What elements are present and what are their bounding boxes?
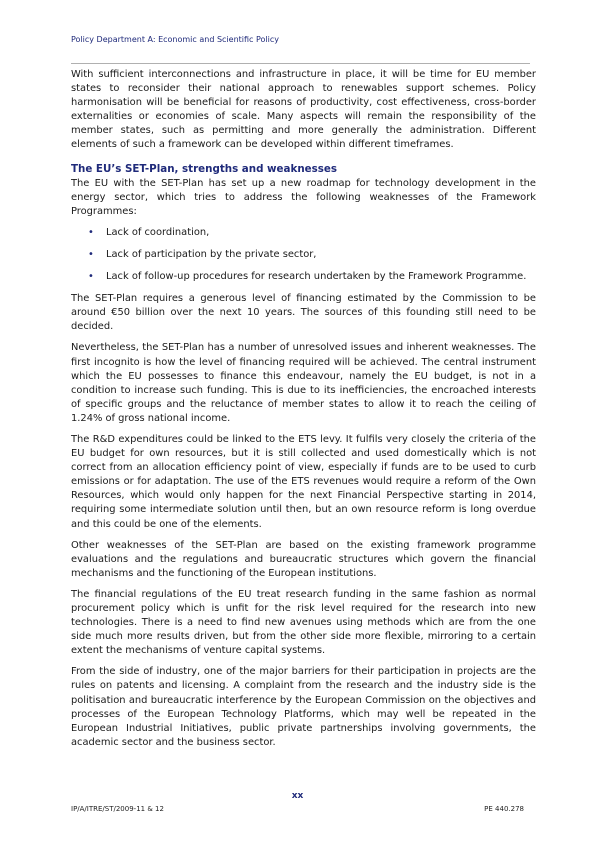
footer-document-reference: IP/A/ITRE/ST/2009-11 & 12 <box>71 805 164 813</box>
paragraph-financing: The SET-Plan requires a generous level of financing estimated by the Commission to be around €50 billion over the next 10 years. The sources of this founding still need to be decided. <box>71 293 536 333</box>
section-lead-paragraph: The EU with the SET-Plan has set up a new roadmap for technology development in the energy sector, which tries to address the following weaknesses of the Framework Programmes: <box>71 177 536 217</box>
paragraph-intro: With sufficient interconnections and infrastructure in place, it will be time for EU member states to reconsider their national approach to renewables support schemes. Policy harmonisation will be beneficial for reasons of productivity, cost effectiveness, cross-border externalities or economies of scale. Many aspects will remain the responsibility of the member states, such as permitting and more generally the administration. Different elements of such a framework can be developed within different timeframes. <box>71 69 536 151</box>
list-item <box>71 270 536 284</box>
list-item-text: Lack of follow-up procedures for research undertaken by the Framework Programme. <box>106 271 527 283</box>
paragraph-unresolved-issues: Nevertheless, the SET-Plan has a number of unresolved issues and inherent weaknesses. The first incognito is how the level of financing required will be achieved. The central instrument which the EU possesses to finance this endeavour, namely the EU budget, is not in a condition to increase such funding. This is due to its inefficiencies, the encroached interests of specific groups and the reluctance of member states to allow it to reach the ceiling of 1.24% of gross national income. <box>71 342 536 424</box>
document-body <box>71 68 536 757</box>
paragraph-industry-barriers: From the side of industry, one of the major barriers for their participation in projects are the rules on patents and licensing. A complaint from the research and the industry side is the politisation and bureaucratic interference by the European Commission on the objectives and processes of the European Technology Platforms, which may well be repeated in the European Industrial Initiatives, public private partnerships involving governments, the academic sector and the business sector. <box>71 666 536 748</box>
page-number: xx <box>291 791 304 801</box>
paragraph-rd-expenditures: The R&D expenditures could be linked to the ETS levy. It fulfils very closely the criteria of the EU budget for own resources, but it is still collected and used domestically which is not correct from an allocation efficiency point of view, especially if funds are to be used to curb emissions or for adaptation. The use of the ETS revenues would require a reform of the Own Resources, which would only happen for the next Financial Perspective starting in 2014, requiring some intermediate solution until then, but an own resource reform is long overdue and this could be one of the elements. <box>71 433 536 530</box>
footer-pe-number: PE 440.278 <box>484 805 524 813</box>
bullet-icon: • <box>88 226 94 238</box>
header-divider <box>71 63 530 64</box>
section-heading: The EU’s SET-Plan, strengths and weaknesses <box>71 162 338 175</box>
weaknesses-list <box>71 226 536 284</box>
paragraph-other-weaknesses: Other weaknesses of the SET-Plan are based on the existing framework programme evaluations and the regulations and bureaucratic structures which govern the financial mechanisms and the functioning of the European institutions. <box>71 539 536 579</box>
list-item <box>71 226 536 240</box>
bullet-icon: • <box>88 248 94 260</box>
bullet-icon: • <box>88 271 94 283</box>
page-header-title: Policy Department A: Economic and Scientific Policy <box>71 35 279 44</box>
list-item-text: Lack of coordination, <box>106 226 210 238</box>
list-item-text: Lack of participation by the private sector, <box>106 248 317 260</box>
list-item <box>71 248 536 262</box>
paragraph-financial-regulations: The financial regulations of the EU treat research funding in the same fashion as normal procurement policy which is unfit for the risk level required for the research into new technologies. There is a need to find new avenues using methods which are from the one side much more results driven, but from the other side more flexible, mirroring to a certain extent the mechanisms of venture capital systems. <box>71 588 536 657</box>
